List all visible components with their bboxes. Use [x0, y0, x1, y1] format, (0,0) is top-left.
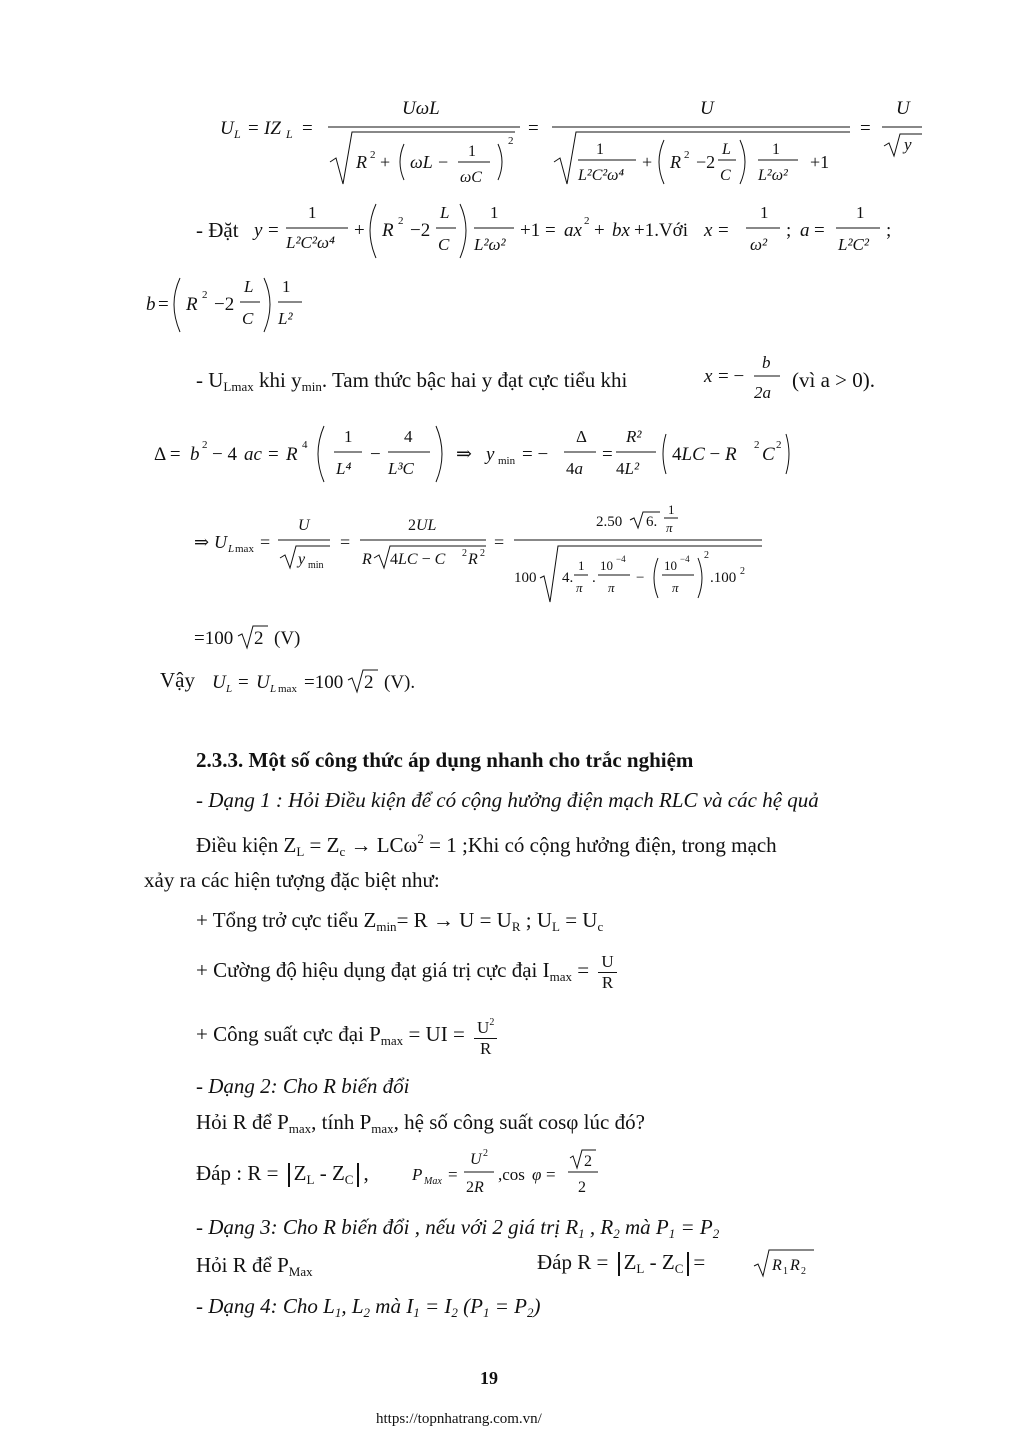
- svg-text:a: a: [800, 220, 810, 241]
- svg-text:ax: ax: [564, 220, 582, 241]
- svg-text:=: =: [248, 118, 259, 139]
- svg-text:Max: Max: [424, 1176, 442, 1187]
- svg-text:b: b: [190, 444, 200, 465]
- svg-text:1: 1: [490, 203, 499, 222]
- dang3-text: - Dạng 3: Cho R biến đổi , nếu với 2 giá trị $R_1$ , $R_2$ mà $P_1 = P_2$: [196, 1215, 720, 1241]
- svg-text:−2: −2: [214, 294, 235, 315]
- svg-text:2: 2: [364, 672, 374, 693]
- svg-text:=: =: [814, 220, 825, 241]
- svg-text:=: =: [718, 220, 729, 241]
- svg-text:min: min: [308, 560, 324, 571]
- svg-text:−4: −4: [680, 554, 690, 564]
- svg-text:L²C²ω⁴: L²C²ω⁴: [286, 233, 335, 252]
- svg-text:1: 1: [344, 427, 353, 446]
- footer-url[interactable]: https://topnhatrang.com.vn/: [376, 1411, 542, 1427]
- svg-text:2: 2: [776, 439, 782, 451]
- svg-text:L²: L²: [278, 309, 293, 328]
- svg-text:+: +: [354, 220, 365, 241]
- svg-text:2: 2: [462, 548, 467, 559]
- svg-text:2: 2: [202, 439, 208, 451]
- svg-text:U: U: [896, 98, 910, 119]
- svg-text:π: π: [672, 580, 679, 595]
- svg-text:;: ;: [786, 220, 792, 241]
- svg-text:2: 2: [398, 215, 404, 227]
- svg-text:=100: =100: [304, 672, 344, 693]
- svg-text:2: 2: [578, 1179, 586, 1196]
- svg-text:C: C: [242, 309, 254, 328]
- svg-text:U: U: [298, 517, 310, 534]
- svg-text:L: L: [226, 683, 233, 695]
- svg-text:100: 100: [514, 570, 537, 586]
- svg-text:1: 1: [596, 141, 604, 158]
- abs-bar-right-2: [687, 1252, 689, 1276]
- dang2-text: - Dạng 2: Cho R biến đổi: [196, 1074, 410, 1098]
- abs-bar-left: [288, 1163, 290, 1187]
- svg-text:− 4: − 4: [212, 444, 237, 465]
- hoi3-line: Hỏi R để $P_{Max}$: [196, 1253, 313, 1279]
- abs-bar-left-2: [618, 1252, 620, 1276]
- svg-text:=: =: [494, 532, 505, 552]
- svg-text:2: 2: [508, 135, 514, 147]
- svg-text:b: b: [762, 353, 771, 372]
- svg-text:min: min: [498, 455, 516, 467]
- dang1-text: - Dạng 1 : Hỏi Điều kiện để có cộng hưởng điện mạch RLC và các hệ quả: [196, 788, 819, 812]
- svg-text:L: L: [244, 277, 254, 296]
- svg-text:U: U: [470, 1151, 482, 1168]
- svg-text:bx: bx: [612, 220, 630, 241]
- svg-text:L: L: [228, 543, 235, 555]
- equation-dat-y: [250, 196, 910, 266]
- svg-text:4: 4: [404, 427, 413, 446]
- svg-text:=: =: [302, 118, 313, 139]
- vay-label: Vậy: [160, 668, 195, 692]
- equation-ul: [210, 92, 930, 192]
- svg-text:R: R: [772, 1257, 782, 1274]
- svg-text:=: =: [860, 118, 871, 139]
- svg-text:,cos: ,cos: [498, 1165, 525, 1184]
- svg-text:ω²: ω²: [750, 235, 768, 254]
- svg-text:+: +: [380, 152, 391, 172]
- svg-text:2: 2: [254, 628, 264, 649]
- svg-text:L²C²ω⁴: L²C²ω⁴: [578, 167, 625, 184]
- svg-text:L²ω²: L²ω²: [474, 235, 506, 254]
- svg-text:R: R: [382, 220, 394, 241]
- svg-text:2: 2: [584, 215, 590, 227]
- section-heading: 2.3.3. Một số công thức áp dụng nhanh cho trắc nghiệm: [196, 748, 694, 772]
- svg-text:L²C²: L²C²: [838, 235, 869, 254]
- svg-text:=: =: [158, 294, 169, 315]
- svg-text:2: 2: [202, 289, 208, 301]
- svg-text:Δ =: Δ =: [154, 444, 181, 465]
- svg-text:2: 2: [684, 149, 690, 161]
- svg-text:y: y: [254, 220, 263, 241]
- svg-text:max: max: [278, 683, 297, 695]
- svg-text:1: 1: [783, 1266, 788, 1277]
- equation-ulmax: [190, 498, 770, 608]
- svg-text:1: 1: [578, 558, 585, 573]
- svg-text:L²ω²: L²ω²: [758, 167, 788, 184]
- svg-text:+1.Với: +1.Với: [634, 220, 689, 241]
- svg-text:L: L: [270, 683, 277, 695]
- svg-text:(V).: (V).: [384, 672, 416, 693]
- svg-text:2: 2: [704, 550, 709, 561]
- svg-text:C: C: [762, 444, 775, 465]
- svg-text:x: x: [704, 366, 713, 387]
- svg-text:R: R: [468, 551, 478, 568]
- svg-text:=: =: [268, 444, 279, 465]
- svg-text:=: =: [546, 1165, 556, 1184]
- cuongdo-line: + Cường độ hiệu dụng đạt giá trị cực đại $I_{max}$ = $\frac{U}{R}$: [196, 944, 621, 1003]
- svg-text:4a: 4a: [566, 459, 583, 478]
- svg-text:(V): (V): [274, 628, 301, 649]
- svg-text:C: C: [720, 167, 731, 184]
- fraction-u2-over-r: $\frac{U^2}{R}$: [474, 1013, 497, 1059]
- abs-bar-right: [357, 1163, 359, 1187]
- svg-text:1: 1: [760, 203, 769, 222]
- svg-text:=: =: [268, 220, 279, 241]
- svg-text:4LC − R: 4LC − R: [672, 444, 737, 465]
- svg-text:U: U: [256, 672, 270, 693]
- svg-text:−: −: [370, 444, 381, 465]
- svg-text:R: R: [790, 1257, 800, 1274]
- svg-text:b: b: [146, 294, 156, 315]
- svg-text:R²: R²: [626, 427, 642, 446]
- svg-text:ωC: ωC: [460, 169, 482, 186]
- svg-text:2: 2: [801, 1266, 806, 1277]
- svg-text:1: 1: [772, 141, 780, 158]
- svg-text:Δ: Δ: [576, 427, 587, 446]
- svg-text:−2: −2: [696, 152, 716, 172]
- svg-text:P: P: [412, 1165, 423, 1184]
- svg-text:U: U: [700, 98, 714, 119]
- ulmax-sentence: - $U_{Lmax}$ khi $y_{min}$. Tam thức bậc hai y đạt cực tiểu khi: [196, 368, 628, 394]
- svg-text:.100: .100: [710, 570, 737, 586]
- svg-text:1: 1: [308, 203, 317, 222]
- svg-text:=: =: [340, 532, 351, 552]
- svg-text:4LC − C: 4LC − C: [390, 551, 446, 568]
- equation-vay: [208, 660, 468, 700]
- svg-text:C: C: [438, 235, 450, 254]
- svg-text:2: 2: [584, 1153, 592, 1170]
- svg-text:1: 1: [468, 143, 476, 160]
- svg-text:y: y: [904, 135, 912, 154]
- dieukien-line: Điều kiện $Z_L = Z_c \to LC\omega^2 = 1$ ;Khi có cộng hưởng điện, trong mạch: [196, 831, 777, 859]
- svg-text:=100: =100: [194, 628, 234, 649]
- svg-text:2.50: 2.50: [596, 514, 623, 530]
- svg-text:L⁴: L⁴: [336, 459, 352, 478]
- svg-text:R: R: [356, 152, 367, 172]
- tongtro-line: + Tổng trở cực tiểu $Z_{min}= R \to U = U_R$ ; $U_L = U_c$: [196, 908, 604, 934]
- svg-text:.: .: [592, 570, 596, 586]
- svg-text:10: 10: [664, 558, 677, 573]
- svg-text:ac: ac: [244, 444, 262, 465]
- svg-text:y: y: [298, 551, 306, 568]
- svg-text:L³C: L³C: [388, 459, 414, 478]
- svg-text:π: π: [666, 520, 673, 535]
- svg-text:10: 10: [600, 558, 613, 573]
- svg-text:R: R: [286, 444, 298, 465]
- xayra-line: xảy ra các hiện tượng đặc biệt như:: [144, 868, 440, 892]
- svg-text:2: 2: [483, 1148, 488, 1159]
- svg-text:x: x: [704, 220, 713, 241]
- svg-text:−: −: [438, 152, 449, 172]
- svg-text:L: L: [722, 141, 731, 158]
- svg-text:4.: 4.: [562, 570, 574, 586]
- svg-text:L: L: [286, 127, 293, 141]
- svg-text:⇒: ⇒: [194, 532, 210, 552]
- svg-text:=: =: [238, 672, 249, 693]
- svg-text:φ: φ: [532, 1165, 542, 1184]
- svg-text:4L²: 4L²: [616, 459, 640, 478]
- equation-b: [142, 270, 312, 340]
- svg-text:2: 2: [480, 548, 485, 559]
- svg-text:2: 2: [740, 566, 745, 577]
- svg-text:+1 =: +1 =: [520, 220, 556, 241]
- svg-text:2UL: 2UL: [408, 517, 437, 534]
- svg-text:L: L: [440, 203, 450, 222]
- svg-text:R: R: [670, 152, 681, 172]
- svg-text:U: U: [220, 118, 234, 139]
- svg-text:+: +: [594, 220, 605, 241]
- svg-text:;: ;: [886, 220, 892, 241]
- svg-text:=: =: [260, 532, 271, 552]
- svg-text:4: 4: [302, 439, 308, 451]
- svg-text:−4: −4: [616, 554, 626, 564]
- fraction-u-over-r: $\frac{U}{R}$: [598, 952, 616, 993]
- equation-result1: [190, 618, 350, 658]
- svg-text:ωL: ωL: [410, 152, 433, 172]
- svg-text:IZ: IZ: [264, 118, 281, 139]
- svg-text:1: 1: [282, 277, 291, 296]
- svg-text:2: 2: [370, 149, 376, 161]
- equation-pmax-cos: [410, 1146, 610, 1202]
- svg-text:2a: 2a: [754, 383, 771, 402]
- svg-text:max: max: [235, 543, 254, 555]
- congsuat-line: + Công suất cực đại $P_{max}$ = UI = $\frac{U^2}{R}$: [196, 1008, 501, 1067]
- svg-text:= −: = −: [718, 366, 745, 387]
- dang4-text: - Dạng 4: Cho $L_1$, $L_2$ mà $I_1 = I_2$ $(P_1 = P_2)$: [196, 1294, 541, 1320]
- svg-text:U: U: [214, 532, 227, 552]
- svg-text:⇒: ⇒: [456, 444, 472, 465]
- svg-text:π: π: [576, 580, 583, 595]
- svg-text:π: π: [608, 580, 615, 595]
- svg-text:+1: +1: [810, 152, 830, 172]
- page-number: 19: [480, 1368, 498, 1388]
- svg-text:1: 1: [856, 203, 865, 222]
- svg-text:y: y: [486, 444, 495, 465]
- svg-text:2R: 2R: [466, 1179, 484, 1196]
- svg-text:6.: 6.: [646, 514, 658, 530]
- equation-sqrt-r1r2: [752, 1246, 816, 1280]
- equation-x-vertex: [700, 348, 790, 408]
- svg-text:1: 1: [668, 502, 675, 517]
- svg-text:L: L: [234, 127, 241, 141]
- svg-text:U: U: [212, 672, 226, 693]
- svg-text:−: −: [636, 570, 645, 586]
- svg-text:2: 2: [754, 439, 760, 451]
- hoiR-line: Hỏi R để $P_{max}$, tính $P_{max}$, hệ số công suất cosφ lúc đó?: [196, 1110, 645, 1136]
- svg-text:=: =: [448, 1165, 458, 1184]
- svg-text:UωL: UωL: [402, 98, 440, 119]
- svg-text:= −: = −: [522, 444, 549, 465]
- svg-text:R: R: [186, 294, 198, 315]
- svg-text:=: =: [528, 118, 539, 139]
- ulmax-note: (vì a > 0).: [792, 368, 875, 392]
- dap2-line: Đáp : $R = Z_L - Z_C$ ,: [196, 1161, 369, 1187]
- svg-text:−2: −2: [410, 220, 431, 241]
- equation-delta: [150, 418, 810, 488]
- svg-text:=: =: [602, 444, 613, 465]
- dap3-line: Đáp $R = Z_L - Z_C$ =: [537, 1250, 706, 1276]
- svg-text:R: R: [362, 551, 372, 568]
- svg-text:+: +: [642, 152, 653, 172]
- dat-prefix: - Đặt: [196, 218, 239, 242]
